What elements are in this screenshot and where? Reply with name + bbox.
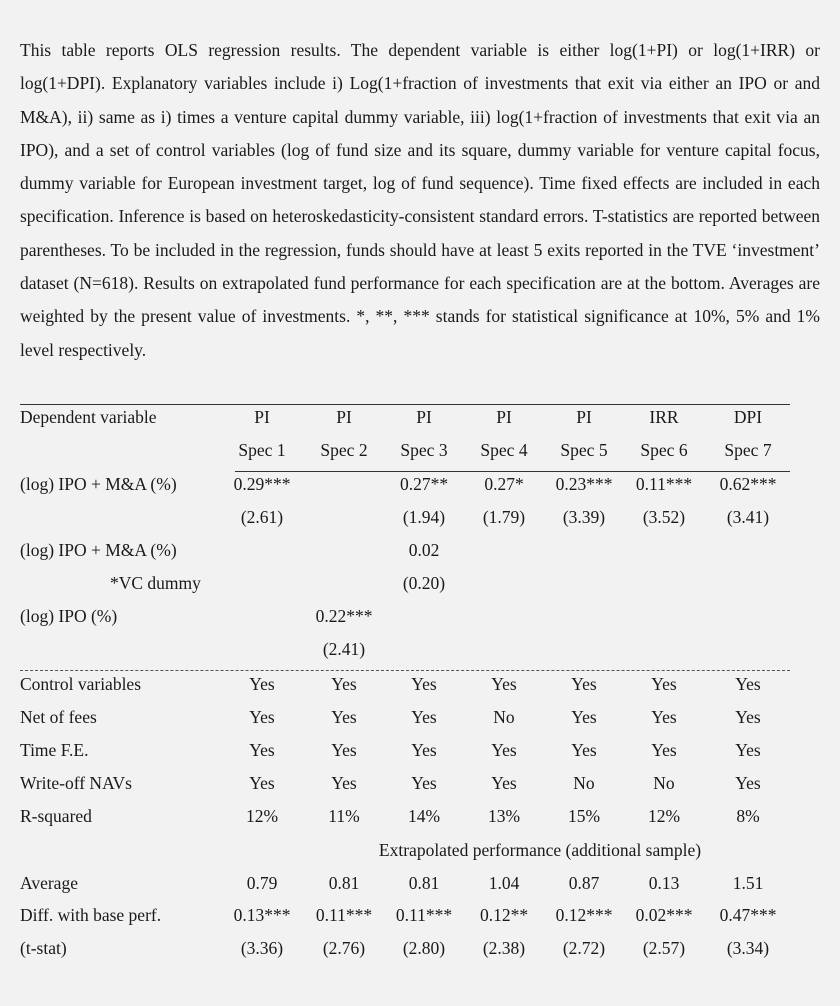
table-row <box>20 668 790 701</box>
table-cell: Yes <box>411 707 437 727</box>
table-cell: 0.12** <box>479 905 529 925</box>
table-cell: (3.36) <box>240 938 284 958</box>
row-label: Average <box>20 873 78 893</box>
row-label: Net of fees <box>20 707 97 727</box>
dep-var-4: PI <box>496 407 512 427</box>
table-cell <box>462 567 546 600</box>
row-label <box>20 501 240 534</box>
table-cell: No <box>653 773 675 793</box>
dep-var-1: PI <box>254 407 270 427</box>
table-cell: 0.27** <box>399 474 449 494</box>
extrapolated-note: Extrapolated performance (additional sample) <box>378 840 702 860</box>
table-cell <box>542 534 626 567</box>
table-cell: 13% <box>487 806 521 826</box>
table-cell <box>622 534 706 567</box>
table-cell <box>706 600 790 633</box>
table-cell: 0.47*** <box>719 905 777 925</box>
table-cell: (3.34) <box>726 938 770 958</box>
table-row <box>20 734 790 767</box>
table-cell <box>706 567 790 600</box>
table-cell <box>220 600 304 633</box>
table-cell: Yes <box>331 740 357 760</box>
table-cell: 0.11*** <box>635 474 693 494</box>
table-cell: No <box>493 707 515 727</box>
row-label: Diff. with base perf. <box>20 905 162 925</box>
table-cell <box>302 534 386 567</box>
table-row <box>20 701 790 734</box>
table-cell: 0.22*** <box>315 606 373 626</box>
row-label: R-squared <box>20 806 92 826</box>
table-cell: Yes <box>735 674 761 694</box>
dep-var-6: IRR <box>649 407 679 427</box>
row-label: (log) IPO + M&A (%) <box>20 540 177 560</box>
table-cell: (2.76) <box>322 938 366 958</box>
table-cell: 0.29*** <box>233 474 291 494</box>
table-cell: Yes <box>735 740 761 760</box>
table-cell: (3.52) <box>642 507 686 527</box>
extrapolated-heading-row <box>20 834 790 867</box>
table-cell <box>706 633 790 666</box>
spec-7: Spec 7 <box>724 440 772 460</box>
table-cell: Yes <box>571 674 597 694</box>
table-cell <box>302 501 386 534</box>
spec-2: Spec 2 <box>320 440 368 460</box>
spec-5: Spec 5 <box>560 440 608 460</box>
table-cell: Yes <box>651 707 677 727</box>
table-cell: (1.79) <box>482 507 526 527</box>
table-cell: (2.72) <box>562 938 606 958</box>
table-cell <box>302 468 386 501</box>
table-cell <box>220 633 304 666</box>
table-row <box>20 501 790 534</box>
table-cell: No <box>573 773 595 793</box>
row-label: (t-stat) <box>20 938 67 958</box>
table-cell: 0.12*** <box>555 905 613 925</box>
row-label: (log) IPO + M&A (%) <box>20 474 177 494</box>
header-row-spec <box>20 434 790 467</box>
table-cell: 0.13*** <box>233 905 291 925</box>
table-cell: Yes <box>651 740 677 760</box>
table-cell: 0.23*** <box>555 474 613 494</box>
table-cell: Yes <box>411 773 437 793</box>
table-row <box>20 534 790 567</box>
table-cell: 0.87 <box>568 873 600 893</box>
table-row <box>20 633 790 666</box>
table-cell: 8% <box>736 806 760 826</box>
table-cell: (3.39) <box>562 507 606 527</box>
table-cell: 12% <box>647 806 681 826</box>
table-cell: Yes <box>331 707 357 727</box>
table-cell <box>462 534 546 567</box>
table-cell: Yes <box>411 674 437 694</box>
table-caption: This table reports OLS regression results. The dependent variable is either log(1+PI) or log(1+IRR) or log(1+DPI). Explanatory variables include i) Log(1+fraction of investments that exit via either an IPO or and M&A), ii) same as i) times a venture capital dummy variable, iii) log(1+fraction of investments that exit via an IPO), and a set of control variables (log of fund size and its square, dummy variable for venture capital focus, dummy variable for European investment target, log of fund sequence). Time fixed effects are included in each specification. Inference is based on heteroskedasticity-consistent standard errors. T-statistics are reported between parentheses. To be included in the regression, funds should have at least 5 exits reported in the TVE ‘investment’ dataset (N=618). Results on extrapolated fund performance for each specification are at the bottom. Averages are weighted by the present value of investments. *, **, *** stands for statistical significance at 10%, 5% and 1% level respectively. <box>20 40 820 360</box>
table-cell: 0.13 <box>648 873 680 893</box>
table-cell <box>622 567 706 600</box>
table-cell: 0.62*** <box>719 474 777 494</box>
table-cell: (3.41) <box>726 507 770 527</box>
dep-var-2: PI <box>336 407 352 427</box>
table-cell: (2.41) <box>322 639 366 659</box>
table-cell: (0.20) <box>402 573 446 593</box>
table-cell: 0.81 <box>408 873 440 893</box>
table-cell: 0.79 <box>246 873 278 893</box>
table-cell: Yes <box>491 740 517 760</box>
table-cell <box>382 600 466 633</box>
table-cell: (2.80) <box>402 938 446 958</box>
table-cell: 14% <box>407 806 441 826</box>
table-cell: Yes <box>249 674 275 694</box>
table-cell: Yes <box>735 773 761 793</box>
table-row <box>20 932 790 965</box>
dep-var-3: PI <box>416 407 432 427</box>
table-row <box>20 800 790 833</box>
dep-var-5: PI <box>576 407 592 427</box>
table-cell: 1.51 <box>732 873 764 893</box>
table-cell: 0.02 <box>408 540 440 560</box>
table-cell: Yes <box>331 773 357 793</box>
table-cell: (2.61) <box>240 507 284 527</box>
table-cell <box>542 633 626 666</box>
table-cell: 0.81 <box>328 873 360 893</box>
table-cell: (2.38) <box>482 938 526 958</box>
spec-3: Spec 3 <box>400 440 448 460</box>
table-row <box>20 867 790 900</box>
table-cell: 1.04 <box>488 873 520 893</box>
row-label: Write-off NAVs <box>20 773 132 793</box>
table-cell: 12% <box>245 806 279 826</box>
row-label: Time F.E. <box>20 740 89 760</box>
table-row <box>20 767 790 800</box>
row-label: Control variables <box>20 674 142 694</box>
row-label: *VC dummy <box>110 573 201 593</box>
table-row <box>20 600 790 633</box>
header-row-dependent <box>20 401 790 434</box>
table-cell <box>220 534 304 567</box>
table-cell: Yes <box>571 740 597 760</box>
table-cell: Yes <box>331 674 357 694</box>
row-label <box>20 633 240 666</box>
spec-4: Spec 4 <box>480 440 528 460</box>
table-cell <box>220 567 304 600</box>
table-cell: Yes <box>651 674 677 694</box>
table-cell <box>302 567 386 600</box>
table-cell: Yes <box>249 740 275 760</box>
table-cell <box>542 567 626 600</box>
table-cell: Yes <box>411 740 437 760</box>
table-cell: Yes <box>735 707 761 727</box>
row-label: (log) IPO (%) <box>20 606 118 626</box>
table-row <box>20 899 790 932</box>
spec-1: Spec 1 <box>238 440 286 460</box>
table-cell: 0.11*** <box>315 905 373 925</box>
table-cell <box>622 633 706 666</box>
table-cell: 0.11*** <box>395 905 453 925</box>
table-cell: 15% <box>567 806 601 826</box>
table-cell: 11% <box>328 806 360 826</box>
table-cell <box>462 633 546 666</box>
table-cell: Yes <box>491 773 517 793</box>
table-cell: Yes <box>249 707 275 727</box>
table-cell: Yes <box>491 674 517 694</box>
table-cell: 0.27* <box>484 474 524 494</box>
spec-6: Spec 6 <box>640 440 688 460</box>
table-row <box>20 468 790 501</box>
table-cell <box>462 600 546 633</box>
table-cell: Yes <box>249 773 275 793</box>
table-cell: Yes <box>571 707 597 727</box>
table-cell: 0.02*** <box>635 905 693 925</box>
table-cell <box>622 600 706 633</box>
table-cell <box>706 534 790 567</box>
table-cell: (1.94) <box>402 507 446 527</box>
dep-var-7: DPI <box>733 407 763 427</box>
table-cell <box>542 600 626 633</box>
table-row <box>20 567 790 600</box>
table-cell: (2.57) <box>642 938 686 958</box>
header-label: Dependent variable <box>20 407 157 427</box>
table-cell <box>382 633 466 666</box>
